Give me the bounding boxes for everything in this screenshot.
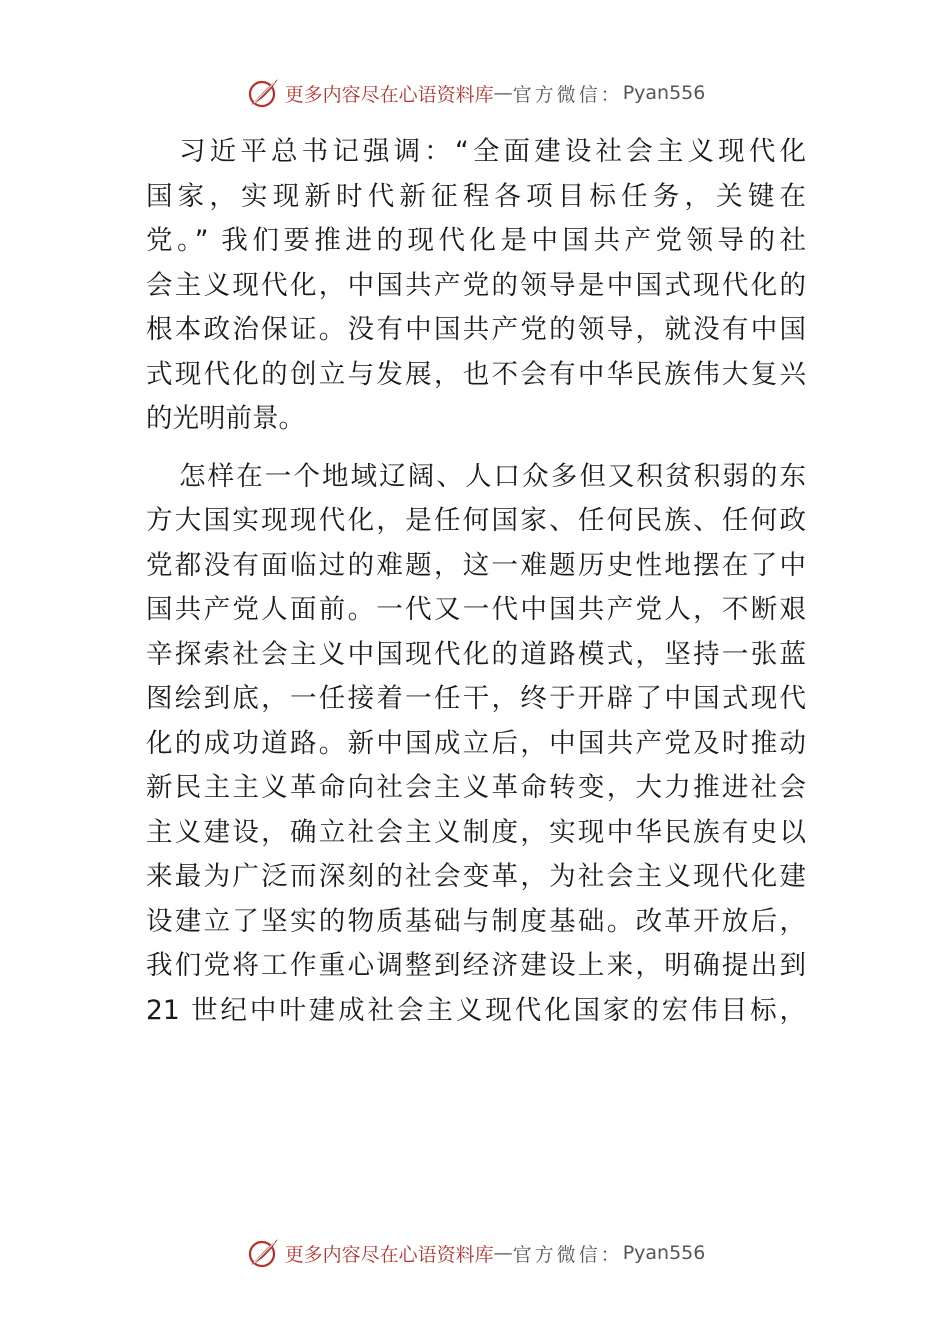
- text-line: 方大国实现现代化，是任何国家、任何民族、任何政: [146, 505, 806, 536]
- text-line: 根本政治保证。没有中国共产党的领导，就没有中国: [146, 314, 806, 345]
- text-line: 设建立了坚实的物质基础与制度基础。改革开放后，: [146, 905, 806, 937]
- text-line: 主义建设，确立社会主义制度，实现中华民族有史以: [146, 816, 806, 848]
- text-line: 怎样在一个地域辽阔、人口众多但又积贫积弱的东: [179, 460, 806, 492]
- footer-brand-text: 更多内容尽在心语资料库: [284, 1243, 494, 1266]
- text-line: 国共产党人面前。一代又一代中国共产党人，不断艰: [146, 594, 806, 625]
- header-watermark: [0, 73, 950, 113]
- text-line: 新民主主义革命向社会主义革命转变，大力推进社会: [146, 772, 806, 803]
- footer-dash: —: [493, 1242, 513, 1264]
- text-line: 化的成功道路。新中国成立后，中国共产党及时推动: [146, 727, 806, 759]
- footer-wechat-label: 官方微信：: [512, 1243, 623, 1266]
- footer-watermark: [0, 1233, 950, 1273]
- footer-wechat-id: Pyan556: [622, 1242, 706, 1264]
- text-line: 习近平总书记强调：“全面建设社会主义现代化: [179, 136, 806, 167]
- paragraph-2: [146, 455, 806, 1034]
- text-line: 21 世纪中叶建成社会主义现代化国家的宏伟目标，: [146, 994, 806, 1026]
- text-line: 国家，实现新时代新征程各项目标任务，关键在: [146, 180, 806, 212]
- text-line: 党都没有面临过的难题，这一难题历史性地摆在了中: [146, 549, 806, 581]
- header-wechat-id: Pyan556: [622, 82, 706, 104]
- paragraph-1: [146, 130, 806, 442]
- document-body: [146, 130, 806, 1033]
- text-line: 会主义现代化，中国共产党的领导是中国式现代化的: [146, 269, 806, 301]
- text-line: 式现代化的创立与发展，也不会有中华民族伟大复兴: [146, 358, 806, 390]
- header-dash: —: [493, 82, 513, 104]
- text-line: 的光明前景。: [146, 403, 305, 434]
- feather-quill-logo-icon: [245, 1235, 281, 1271]
- text-line: 我们党将工作重心调整到经济建设上来，明确提出到: [146, 950, 806, 981]
- text-line: 图绘到底，一任接着一任干，终于开辟了中国式现代: [146, 683, 806, 714]
- text-line: 党。” 我们要推进的现代化是中国共产党领导的社: [146, 225, 806, 256]
- header-wechat-label: 官方微信：: [512, 83, 623, 106]
- text-line: 辛探索社会主义中国现代化的道路模式，坚持一张蓝: [146, 638, 806, 670]
- feather-quill-logo-icon: [245, 75, 281, 111]
- text-line: 来最为广泛而深刻的社会变革，为社会主义现代化建: [146, 861, 806, 892]
- header-brand-text: 更多内容尽在心语资料库: [284, 83, 494, 106]
